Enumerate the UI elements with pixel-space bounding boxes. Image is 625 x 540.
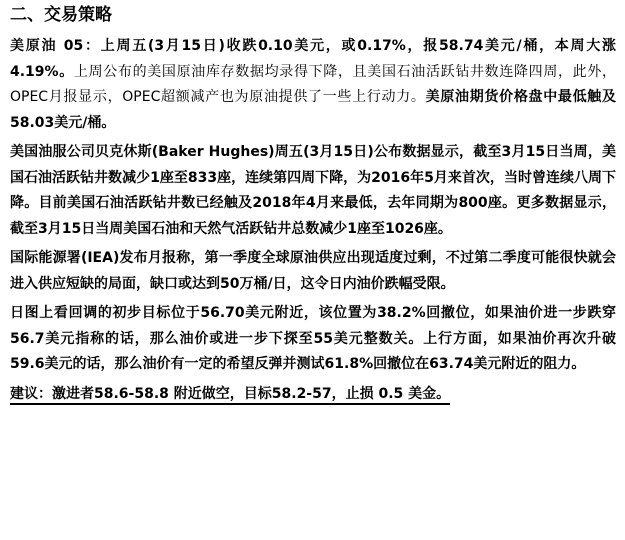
paragraph-baker-hughes: 美国油服公司贝克休斯(Baker Hughes)周五(3月15日)公布数据显示，截至3月15日当周，美国石油活跃钻井数减少1座至833座，连续第四周下降，为2016年5月来首次，当时曾连续八周下降。目前美国石油活跃钻井数已经触及2018年4月来最低，去年同期为800座。更多数据显示，截至3月15日当周美国石油和天然气活跃钻井总数减少1座至1026座。 xyxy=(10,144,616,237)
paragraph-technical-analysis: 日图上看回调的初步目标位于56.70美元附近，该位置为38.2%回撤位，如果油价进一步跌穿56.7美元指称的话，那么油价或进一步下探至55美元整数关。上行方面，如果油价再次升破59.6美元的话，那么油价有一定的希望反弹并测试61.8%回撤位在63.74美元附近的阻力。 xyxy=(10,305,616,372)
paragraph-lead: 美原油 05：上周五(3月15日)收跌0.10美元，或0.17%，报58.74美元/桶，本周大涨4.19%。 xyxy=(10,38,616,80)
section-title: 二、交易策略 xyxy=(10,5,112,25)
paragraph-body: 上周公布的美国原油库存数据均录得下降，且美国石油活跃钻井数连降四周，此外，OPEC月报显示，OPEC超额减产也为原油提供了一些上行动力。 xyxy=(10,63,617,105)
paragraph-iea-report: 国际能源署(IEA)发布月报称，第一季度全球原油供应出现适度过剩，不过第二季度可能很快就会进入供应短缺的局面，缺口或达到50万桶/日，这令日内油价跌幅受限。 xyxy=(10,250,616,292)
paragraph-crude-oil-summary xyxy=(10,34,616,136)
suggestion-text: 建议：激进者58.6-58.8 附近做空，目标58.2-57，止损 0.5 美金。 xyxy=(10,386,450,405)
paragraph-tail: 美原油期货价格盘中最低触及58.03美元/桶。 xyxy=(10,89,617,131)
document-page xyxy=(10,4,616,407)
trading-suggestion xyxy=(10,382,616,407)
